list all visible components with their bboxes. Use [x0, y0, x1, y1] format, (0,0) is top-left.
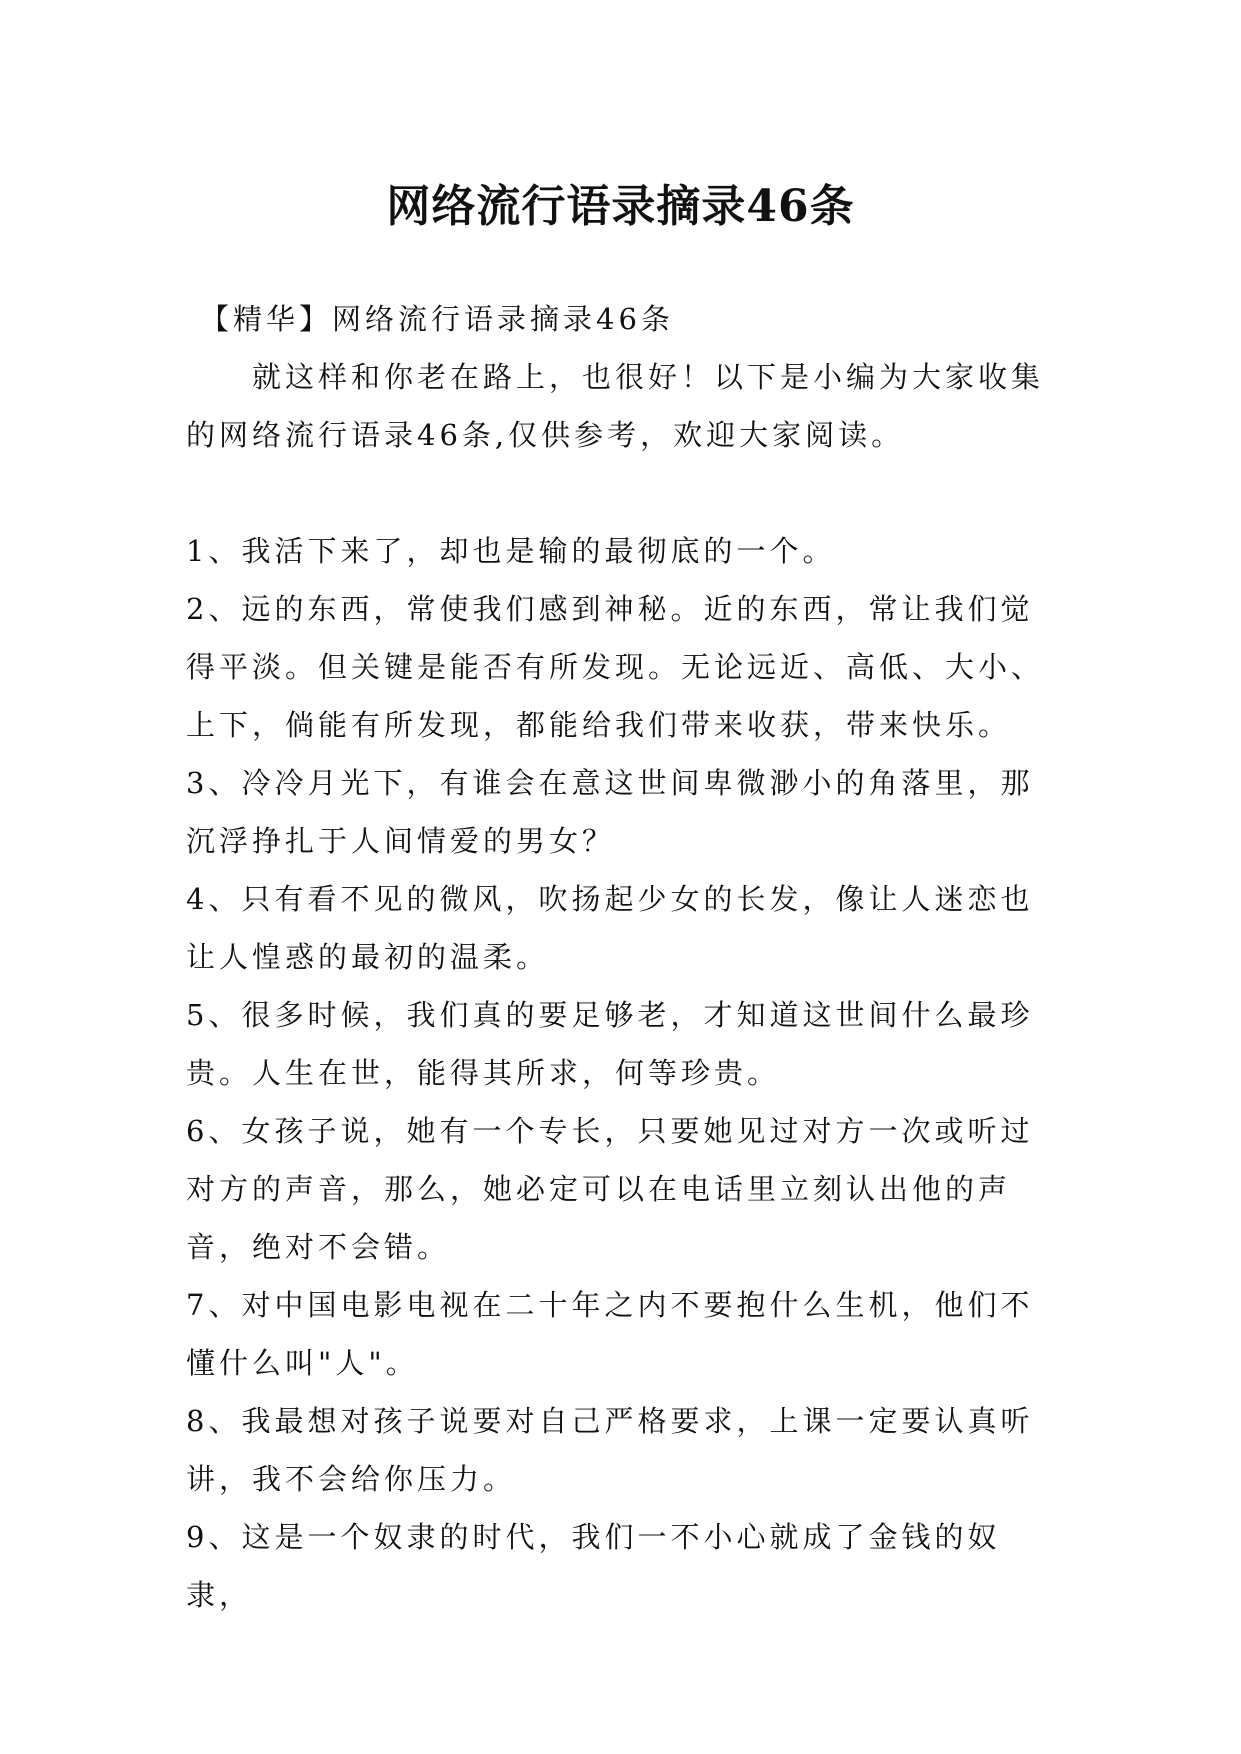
quote-item: 7、对中国电影电视在二十年之内不要抱什么生机，他们不懂什么叫"人"。	[186, 1288, 1034, 1380]
document-title: 网络流行语录摘录46条	[386, 181, 855, 233]
paragraph-spacer	[186, 464, 1056, 522]
quote-item: 9、这是一个奴隶的时代，我们一不小心就成了金钱的奴隶，	[186, 1520, 1001, 1612]
quote-item: 5、很多时候，我们真的要足够老，才知道这世间什么最珍贵。人生在世，能得其所求，何等珍贵。	[186, 998, 1034, 1090]
document-subtitle: 【精华】网络流行语录摘录46条	[200, 302, 674, 336]
intro-paragraph: 就这样和你老在路上，也很好！以下是小编为大家收集的网络流行语录46条,仅供参考，欢迎大家阅读。	[186, 360, 1045, 452]
quote-item: 8、我最想对孩子说要对自己严格要求，上课一定要认真听讲，我不会给你压力。	[186, 1404, 1034, 1496]
quote-item: 4、只有看不见的微风，吹扬起少女的长发，像让人迷恋也让人惶惑的最初的温柔。	[186, 882, 1034, 974]
quote-item: 3、冷冷月光下，有谁会在意这世间卑微渺小的角落里，那沉浮挣扎于人间情爱的男女？	[186, 766, 1034, 858]
quote-item: 2、远的东西，常使我们感到神秘。近的东西，常让我们觉得平淡。但关键是能否有所发现。无论远近、高低、大小、上下，倘能有所发现，都能给我们带来收获，带来快乐。	[186, 592, 1045, 742]
quote-item: 6、女孩子说，她有一个专长，只要她见过对方一次或听过对方的声音，那么，她必定可以在电话里立刻认出他的声音，绝对不会错。	[186, 1114, 1034, 1264]
document-body	[186, 290, 1056, 1624]
quote-item: 1、我活下来了，却也是输的最彻底的一个。	[186, 534, 836, 568]
